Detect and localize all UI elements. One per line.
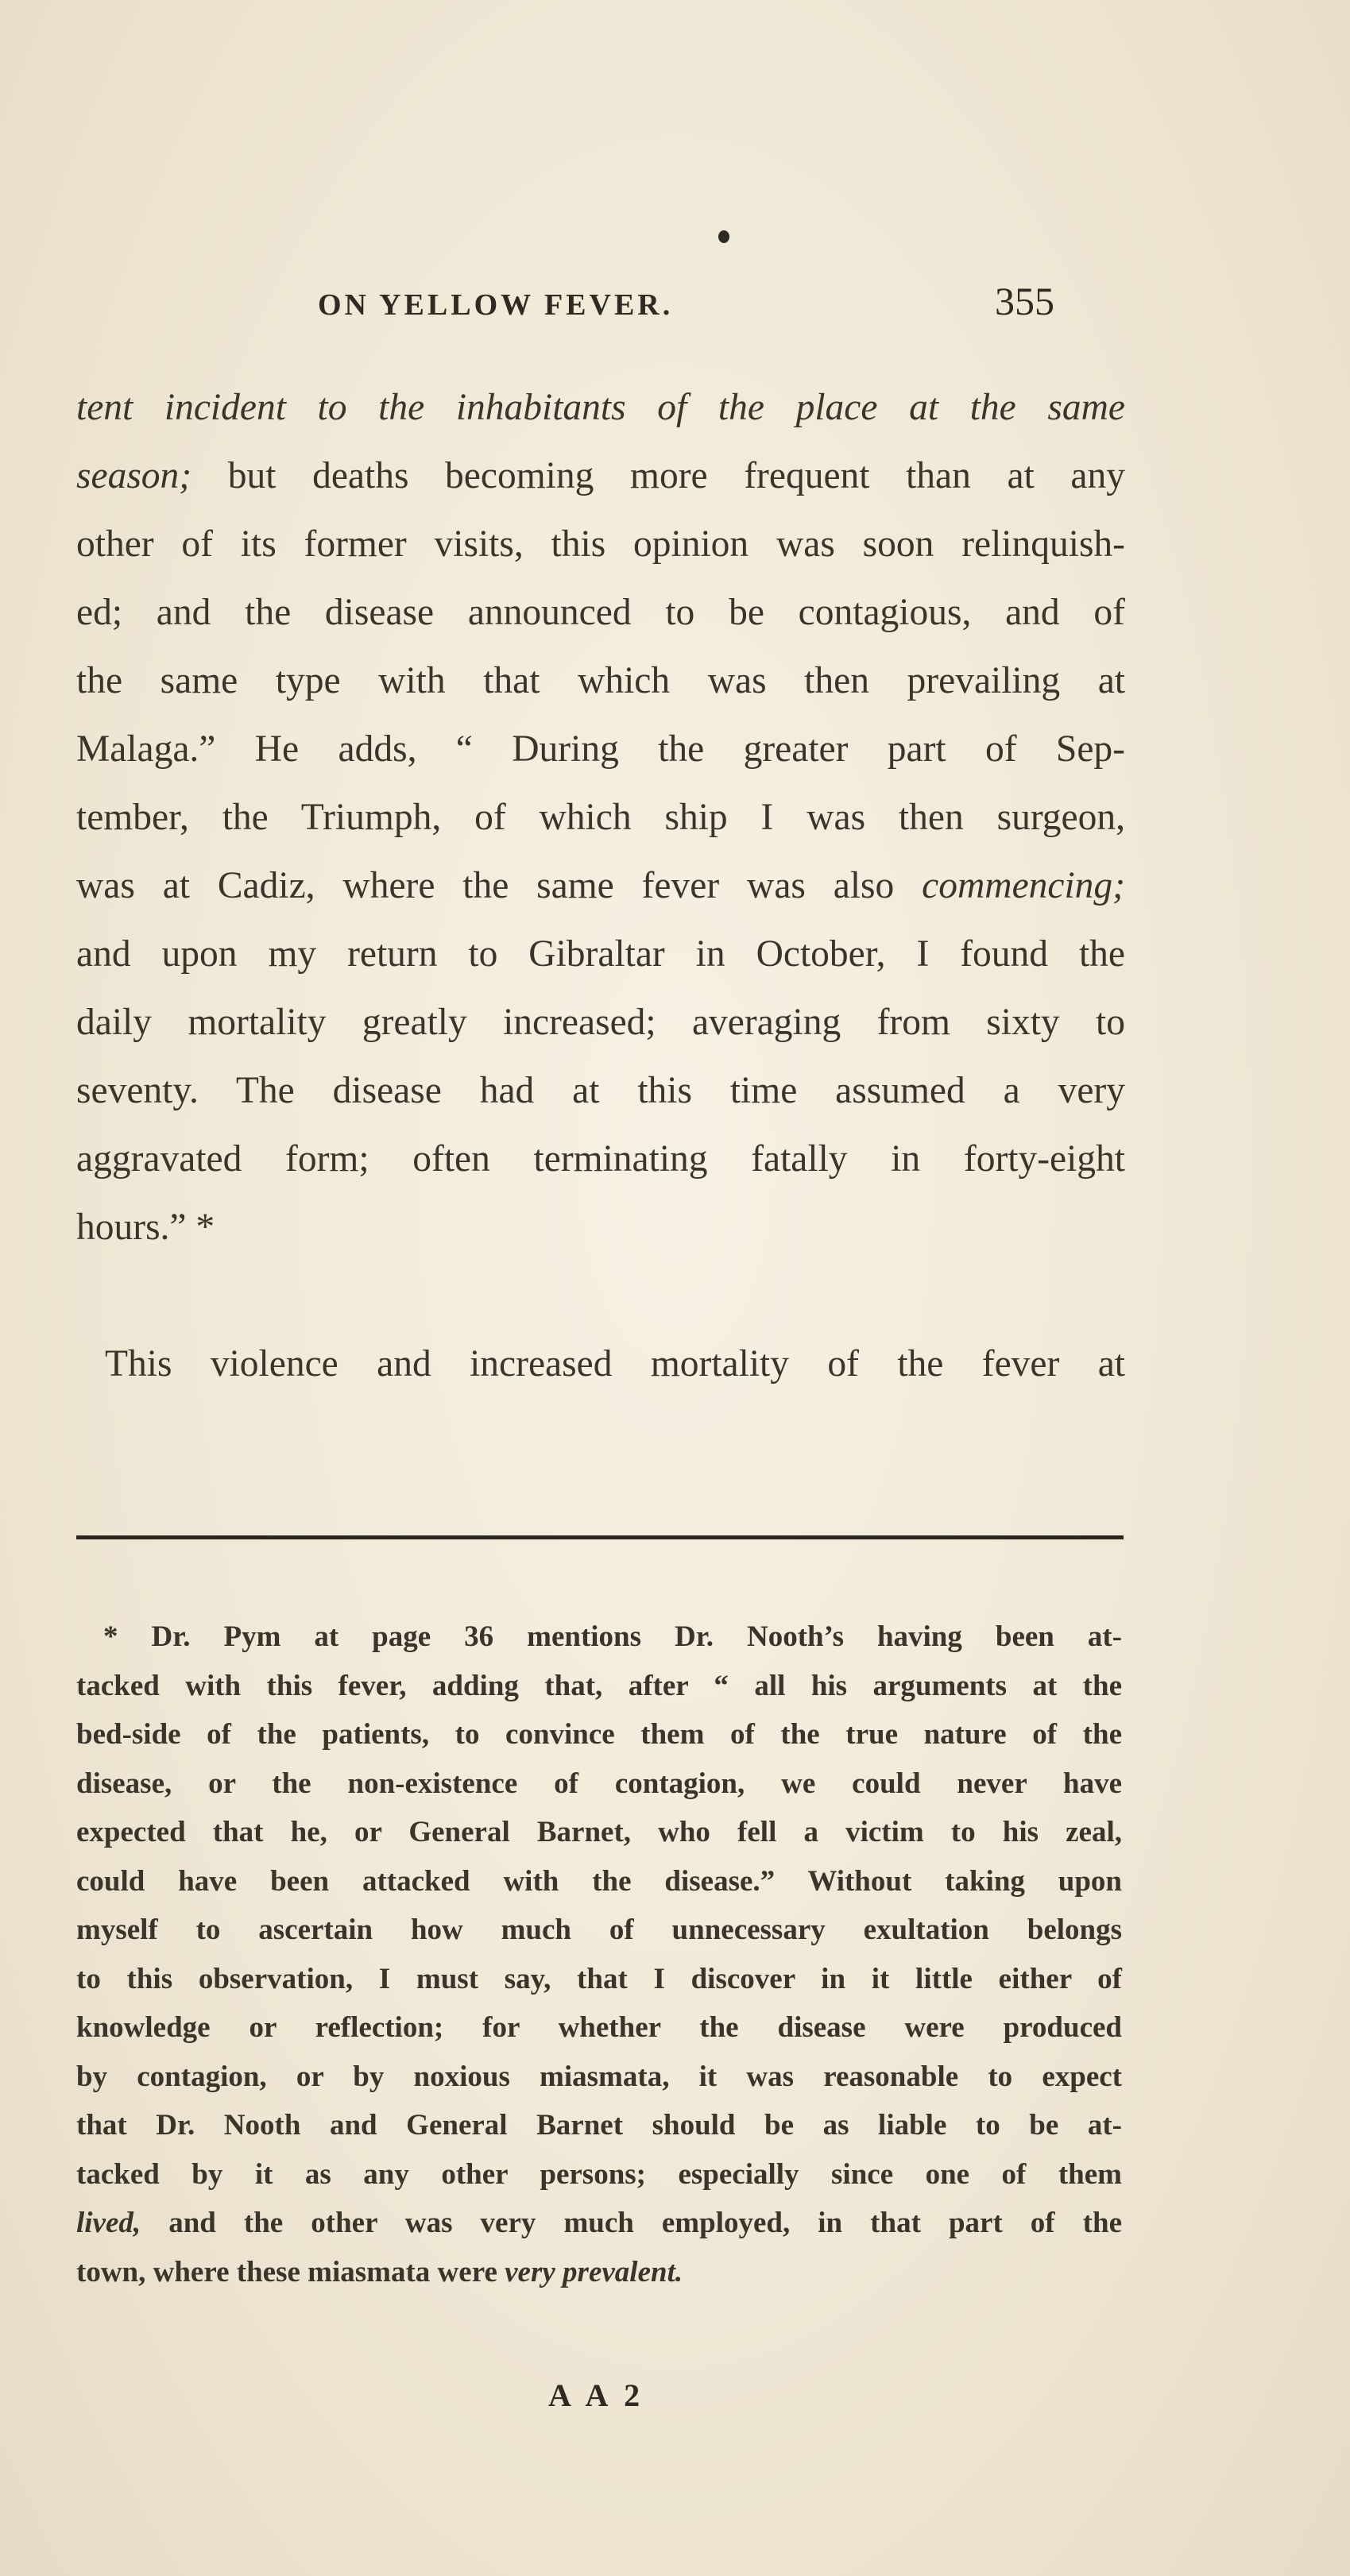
text-line: ed; and the disease announced to be contagious, and of — [76, 592, 1125, 633]
text-line: the same type with that which was then prevailing at — [76, 660, 1125, 701]
footnote-line: by contagion, or by noxious miasmata, it was reasonable to expect — [76, 2060, 1122, 2093]
main-text — [76, 373, 1125, 1398]
footnote-line: that Dr. Nooth and General Barnet should be as liable to be at- — [76, 2109, 1122, 2142]
text-line: seventy. The disease had at this time assumed a very — [76, 1070, 1125, 1111]
footnote-line: disease, or the non-existence of contagion, we could never have — [76, 1767, 1122, 1800]
text-line: Malaga.” He adds, “ During the greater part of Sep- — [76, 728, 1125, 770]
footnote-line: * Dr. Pym at page 36 mentions Dr. Nooth’s having been at- — [103, 1620, 1122, 1653]
signature-mark: A A 2 — [548, 2377, 645, 2413]
footnote-line: tacked by it as any other persons; especially since one of them — [76, 2157, 1122, 2191]
footnote-line: bed-side of the patients, to convince them of the true nature of the — [76, 1718, 1122, 1751]
footnote-line: knowledge or reflection; for whether the disease were produced — [76, 2011, 1122, 2044]
text-line: This violence and increased mortality of the fever at — [105, 1343, 1125, 1385]
footnote-line: could have been attacked with the disease.” Without taking upon — [76, 1864, 1122, 1898]
text-line: aggravated form; often terminating fatally in forty-eight — [76, 1138, 1125, 1180]
text-line: tent incident to the inhabitants of the place at the same — [76, 387, 1125, 428]
footnote-line: lived, and the other was very much employed, in that part of the — [76, 2207, 1122, 2239]
page-number: 355 — [995, 279, 1054, 323]
footnote-rule — [76, 1535, 1124, 1539]
ink-dot — [718, 230, 729, 243]
page-header — [0, 278, 1350, 342]
text-line: daily mortality greatly increased; averaging from sixty to — [76, 1002, 1125, 1043]
footnote-line: to this observation, I must say, that I discover in it little either of — [76, 1962, 1122, 1995]
running-title: ON YELLOW FEVER. — [318, 288, 674, 322]
text-line: tember, the Triumph, of which ship I was then surgeon, — [76, 797, 1125, 838]
footnote-line: myself to ascertain how much of unnecessary exultation belongs — [76, 1914, 1122, 1946]
paragraph-gap — [76, 1261, 1125, 1330]
footnote — [76, 1612, 1122, 2296]
text-line: other of its former visits, this opinion was soon relinquish- — [76, 523, 1125, 565]
text-line: hours.” * — [76, 1207, 215, 1248]
footnote-line: town, where these miasmata were very prevalent. — [76, 2255, 683, 2288]
text-line: was at Cadiz, where the same fever was also commencing; — [76, 865, 1125, 906]
text-line: and upon my return to Gibraltar in October, I found the — [76, 933, 1125, 975]
footnote-line: expected that he, or General Barnet, who fell a victim to his zeal, — [76, 1816, 1122, 1848]
text-line: season; but deaths becoming more frequent than at any — [76, 455, 1125, 496]
footnote-line: tacked with this fever, adding that, after “ all his arguments at the — [76, 1669, 1122, 1702]
